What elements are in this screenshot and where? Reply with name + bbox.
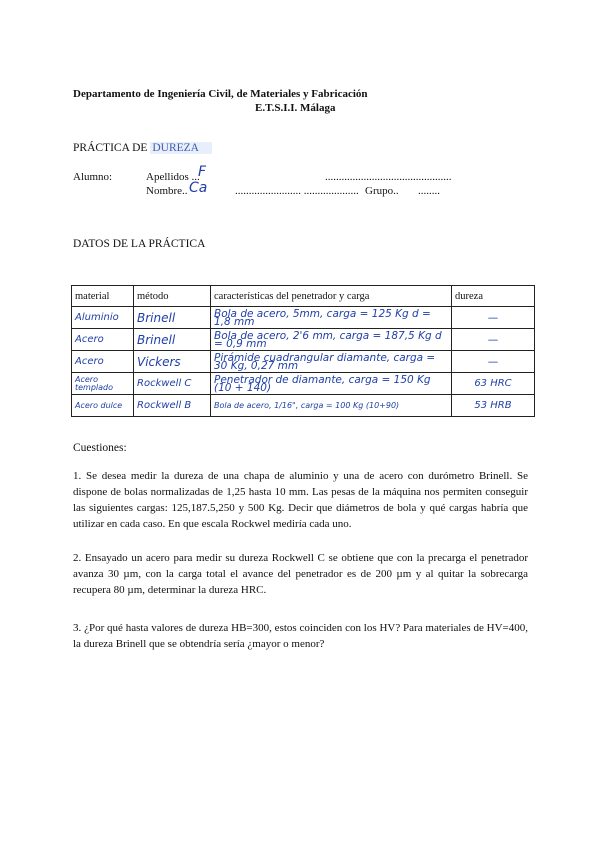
cell-metodo[interactable]: Rockwell C	[134, 373, 211, 395]
cell-material[interactable]: Acero dulce	[72, 395, 134, 417]
practice-value[interactable]: DUREZA	[150, 142, 212, 154]
school-title: E.T.S.I.I. Málaga	[255, 102, 336, 114]
cell-material[interactable]: Acero	[72, 329, 134, 351]
cell-metodo[interactable]: Brinell	[134, 329, 211, 351]
question-1: 1. Se desea medir la dureza de una chapa de aluminio y una de acero con durómetro Brinell. Se dispone de bolas normalizadas de 1,25 hasta 10 mm. Las pesas de la máquina nos permiten conseguir las siguientes cargas: 125,187.5,250 y 500 Kg. Decir que diámetros de bola y qué cargas habría que utilizar en cada caso. En que escala Rockwel mediría cada uno.	[73, 470, 528, 530]
cell-caracteristicas[interactable]: Bola de acero, 2'6 mm, carga = 187,5 Kg d = 0,9 mm	[211, 329, 452, 351]
cell-metodo[interactable]: Brinell	[134, 307, 211, 329]
grupo-label: Grupo..	[365, 185, 399, 197]
data-table	[71, 285, 535, 417]
cell-dureza[interactable]: 53 HRB	[452, 395, 535, 417]
practice-title	[73, 142, 212, 154]
cell-metodo[interactable]: Vickers	[134, 351, 211, 373]
table-row	[72, 329, 535, 351]
table-row	[72, 307, 535, 329]
table-row	[72, 373, 535, 395]
cell-caracteristicas[interactable]: Bola de acero, 5mm, carga = 125 Kg d = 1,8 mm	[211, 307, 452, 329]
question-3: 3. ¿Por qué hasta valores de dureza HB=300, estos coinciden con los HV? Para materiales de HV=400, la dureza Brinell que se obtendría sería ¿mayor o menor?	[73, 622, 528, 650]
header-material: material	[72, 286, 134, 307]
department-title: Departamento de Ingeniería Civil, de Materiales y Fabricación	[73, 88, 368, 100]
datos-title: DATOS DE LA PRÁCTICA	[73, 238, 206, 250]
cell-caracteristicas[interactable]: Pirámide cuadrangular diamante, carga = 30 Kg, 0,27 mm	[211, 351, 452, 373]
cell-dureza[interactable]: —	[452, 329, 535, 351]
cell-dureza[interactable]: —	[452, 351, 535, 373]
cell-dureza[interactable]: —	[452, 307, 535, 329]
nombre-label: Nombre..	[146, 185, 188, 197]
question-2: 2. Ensayado un acero para medir su dureza Rockwell C se obtiene que con la precarga el penetrador avanza 30 µm, con la carga total el avance del penetrador es de 200 µm y al quitar la sobrecarga recupera 80 µm, determinar la dureza HRC.	[73, 552, 528, 596]
questions-title: Cuestiones:	[73, 442, 127, 454]
table-row	[72, 351, 535, 373]
apellidos-value[interactable]: F	[198, 164, 207, 180]
header-metodo: método	[134, 286, 211, 307]
cell-material[interactable]: Acero templado	[72, 373, 134, 395]
table-header-row	[72, 286, 535, 307]
nombre-dots: ........................ ....................	[235, 185, 359, 197]
cell-dureza[interactable]: 63 HRC	[452, 373, 535, 395]
apellidos-label: Apellidos ...	[146, 171, 200, 183]
cell-material[interactable]: Aluminio	[72, 307, 134, 329]
alumno-label: Alumno:	[73, 171, 113, 183]
cell-caracteristicas[interactable]: Bola de acero, 1/16", carga = 100 Kg (10+90)	[211, 395, 452, 417]
header-dureza: dureza	[452, 286, 535, 307]
grupo-dots: ........	[418, 185, 440, 197]
apellidos-dots: ..............................................	[325, 171, 452, 183]
nombre-value[interactable]: Ca	[189, 180, 208, 196]
table-row	[72, 395, 535, 417]
cell-metodo[interactable]: Rockwell B	[134, 395, 211, 417]
cell-material[interactable]: Acero	[72, 351, 134, 373]
header-caracteristicas: características del penetrador y carga	[211, 286, 452, 307]
practice-label: PRÁCTICA DE	[73, 142, 148, 154]
cell-caracteristicas[interactable]: Penetrador de diamante, carga = 150 Kg (10 + 140)	[211, 373, 452, 395]
